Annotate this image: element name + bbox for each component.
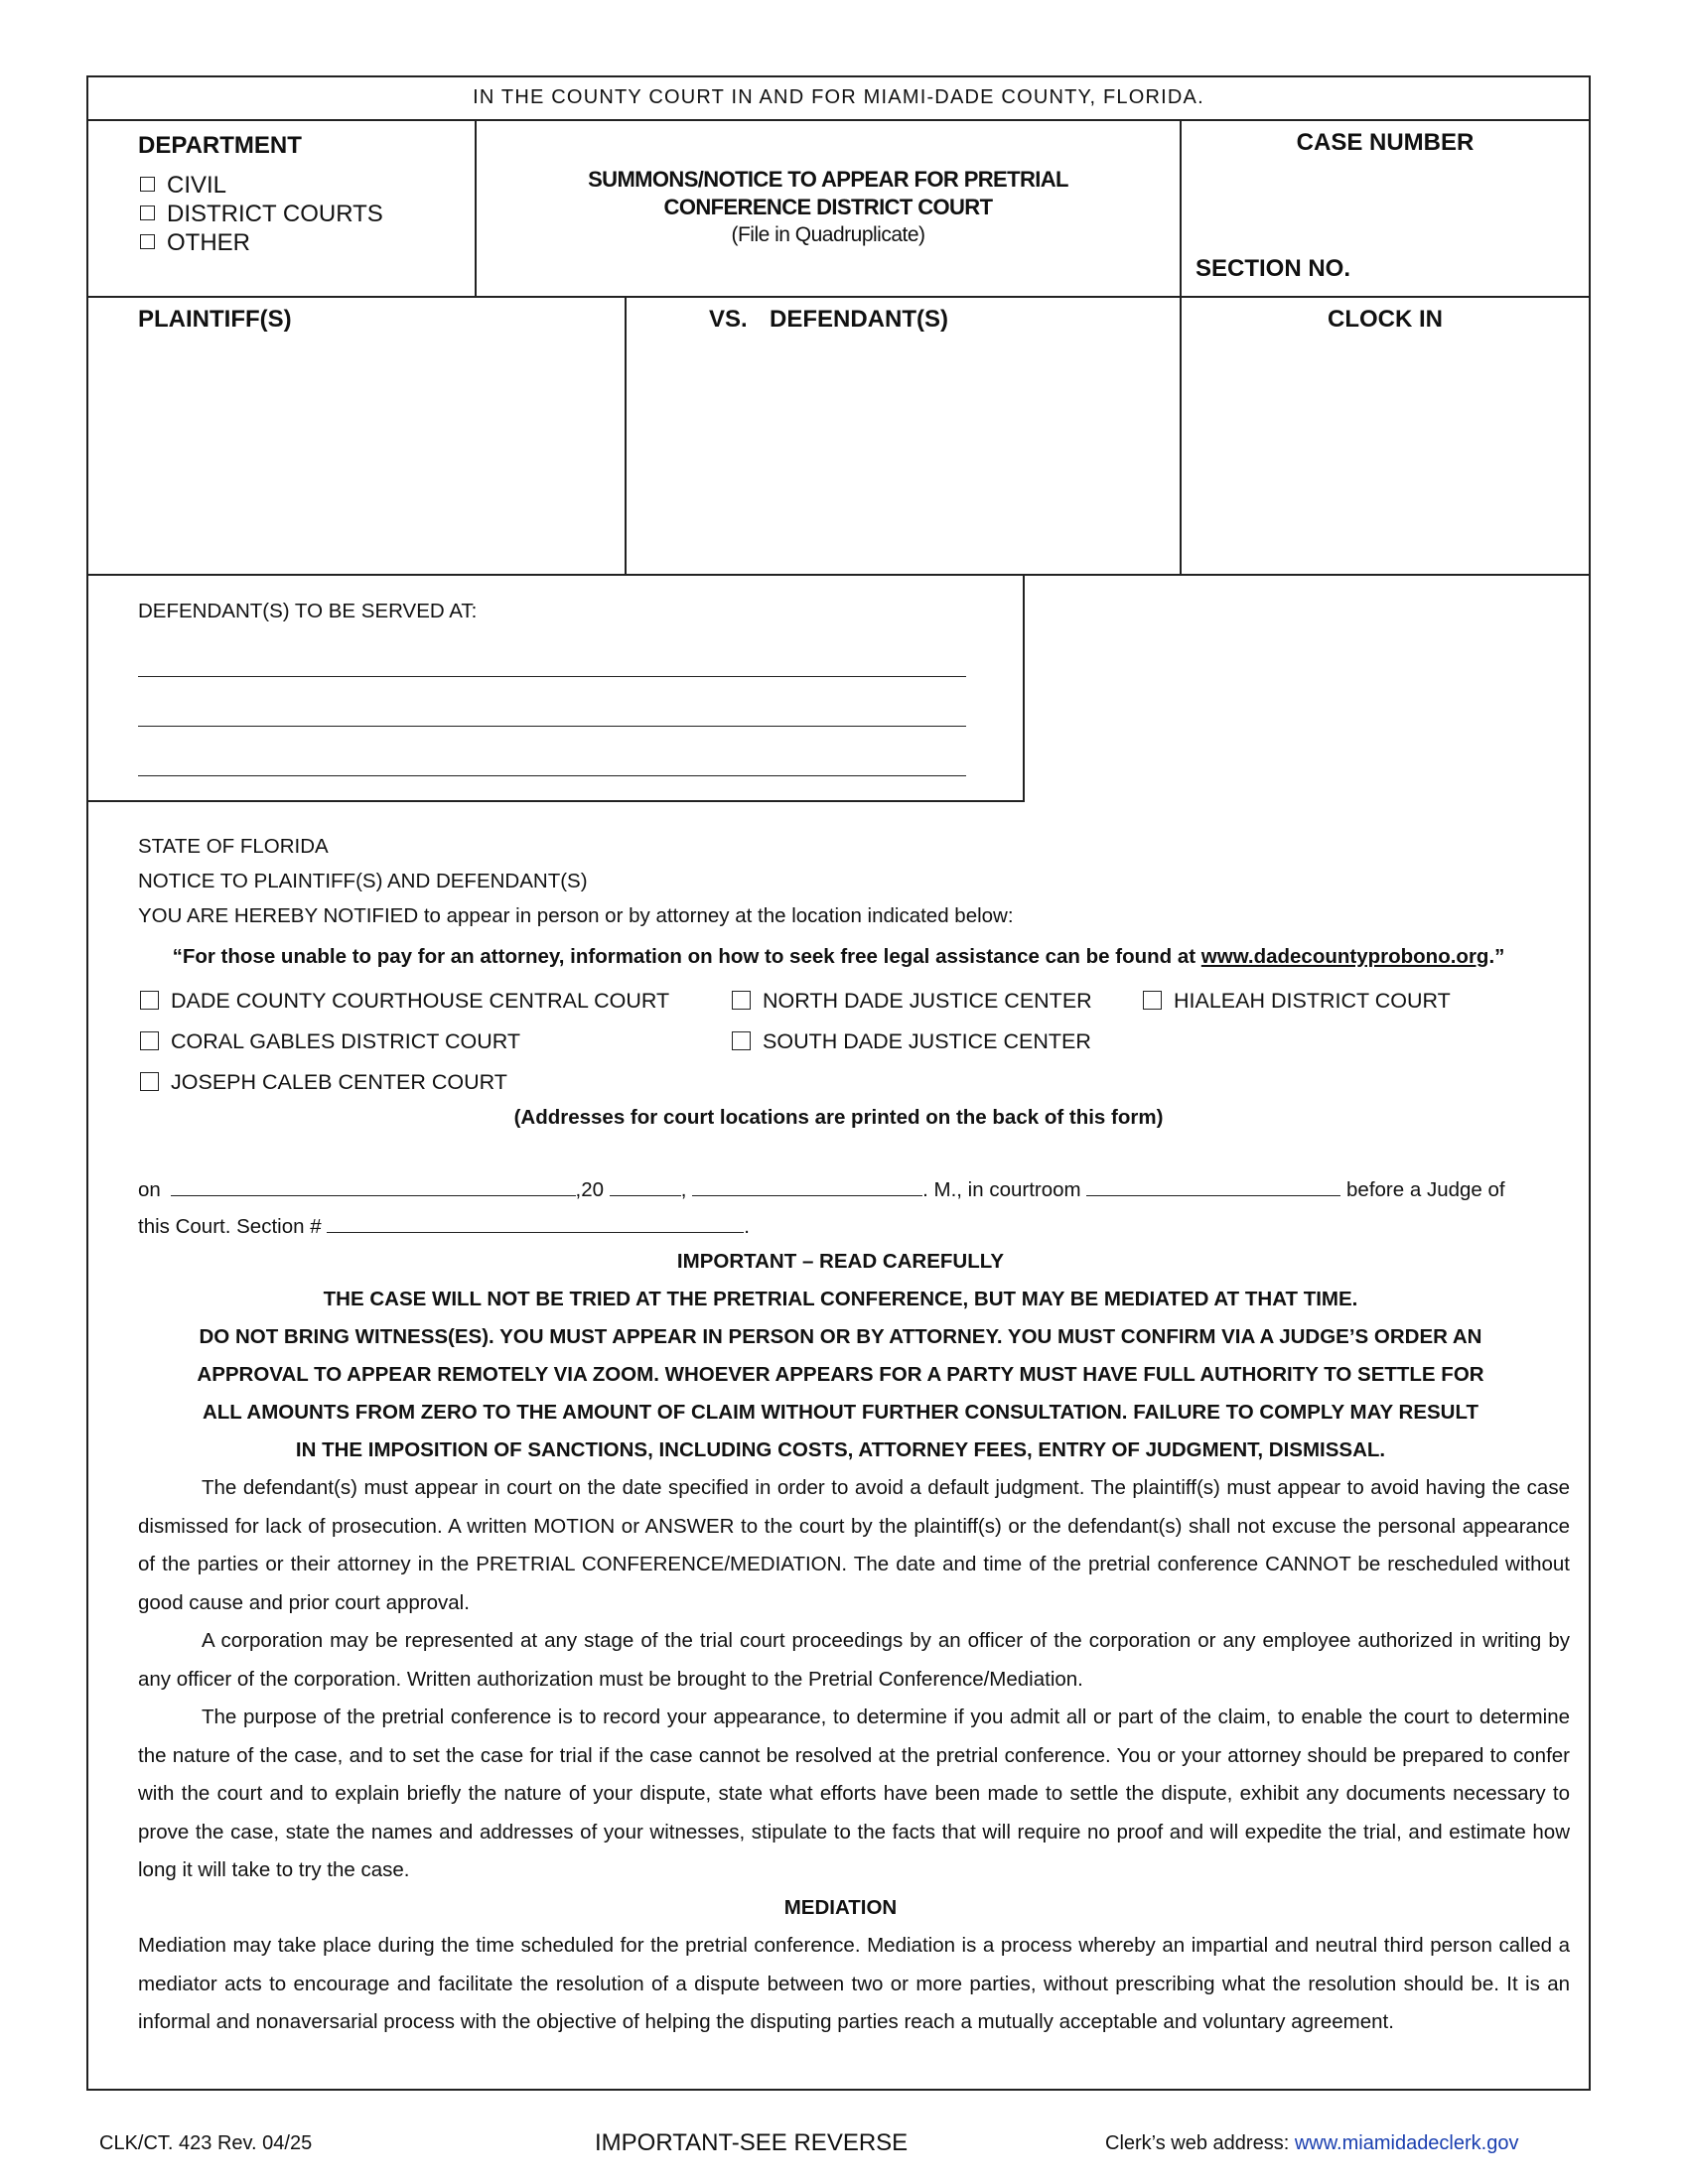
- checkbox[interactable]: [1143, 991, 1162, 1010]
- important-line-2: DO NOT BRING WITNESS(ES). YOU MUST APPEAR IN PERSON OR BY ATTORNEY. YOU MUST CONFIRM VIA A JUDGE’S ORDER AN: [199, 1325, 1482, 1348]
- checkbox[interactable]: [732, 991, 751, 1010]
- form-title-line3: (File in Quadruplicate): [731, 223, 925, 246]
- checkbox[interactable]: [140, 177, 155, 192]
- court-option-dade-central[interactable]: DADE COUNTY COURTHOUSE CENTRAL COURT: [140, 989, 669, 1014]
- checkbox[interactable]: [140, 234, 155, 249]
- paragraph-mediation: Mediation may take place during the time scheduled for the pretrial conference. Mediation is a process whereby an impartial and neutral third person called a mediator acts to encourage and facilitate the resolution of a dispute between two or more parties, without prescribing what the resolution should be. It is an informal and nonaversarial process with the objective of helping the disputing parties reach a mutually acceptable and voluntary agreement.: [138, 1934, 1570, 2033]
- year-blank[interactable]: [610, 1177, 681, 1196]
- court-title: IN THE COUNTY COURT IN AND FOR MIAMI-DADE COUNTY, FLORIDA.: [473, 86, 1204, 108]
- form-title-line1: SUMMONS/NOTICE TO APPEAR FOR PRETRIAL: [588, 167, 1068, 192]
- department-label: DEPARTMENT: [138, 132, 302, 159]
- divider: [88, 800, 1025, 802]
- important-line-3: APPROVAL TO APPEAR REMOTELY VIA ZOOM. WHOEVER APPEARS FOR A PARTY MUST HAVE FULL AUTHORITY TO SETTLE FOR: [197, 1363, 1484, 1386]
- important-heading: IMPORTANT – READ CAREFULLY: [676, 1250, 1005, 1273]
- notice-to-parties: NOTICE TO PLAINTIFF(S) AND DEFENDANT(S): [138, 870, 588, 892]
- clerk-web-address: Clerk’s web address: www.miamidadeclerk.gov: [1105, 2132, 1519, 2154]
- paragraph-corporation: A corporation may be represented at any stage of the trial court proceedings by an officer of the corporation or any employee authorized in writing by any officer of the corporation. Written authorization must be brought to the Pretrial Conference/Mediation.: [138, 1629, 1570, 1691]
- address-line-3[interactable]: [138, 775, 966, 776]
- checkbox[interactable]: [140, 205, 155, 220]
- important-line-4: ALL AMOUNTS FROM ZERO TO THE AMOUNT OF CLAIM WITHOUT FURTHER CONSULTATION. FAILURE TO COMPLY MAY RESULT: [202, 1401, 1478, 1424]
- clock-in-label: CLOCK IN: [1328, 306, 1443, 333]
- clerk-web-link[interactable]: www.miamidadeclerk.gov: [1294, 2132, 1519, 2154]
- department-option-civil[interactable]: CIVIL: [140, 171, 226, 200]
- court-option-north-dade[interactable]: NORTH DADE JUSTICE CENTER: [732, 989, 1092, 1014]
- divider: [1023, 574, 1025, 800]
- plaintiff-label: PLAINTIFF(S): [138, 306, 292, 333]
- paragraph-purpose: The purpose of the pretrial conference is to record your appearance, to determine if you admit all or part of the claim, to enable the court to determine the nature of the case, and to set the case for trial if the case cannot be resolved at the pretrial conference. You or your attorney should be prepared to confer with the court and to explain briefly the nature of your dispute, state what efforts have been made to settle the dispute, exhibit any documents necessary to prove the case, state the names and addresses of your witnesses, stipulate to the facts that will require no proof and will expedite the trial, and estimate how long it will take to try the case.: [138, 1706, 1570, 1881]
- section-number-blank[interactable]: [327, 1214, 744, 1233]
- served-at-label: DEFENDANT(S) TO BE SERVED AT:: [138, 600, 478, 622]
- see-reverse-note: IMPORTANT-SEE REVERSE: [595, 2129, 909, 2156]
- time-blank[interactable]: [692, 1177, 922, 1196]
- checkbox[interactable]: [140, 991, 159, 1010]
- checkbox[interactable]: [732, 1031, 751, 1050]
- divider: [88, 574, 1589, 576]
- court-option-coral-gables[interactable]: CORAL GABLES DISTRICT COURT: [140, 1029, 520, 1054]
- court-option-south-dade[interactable]: SOUTH DADE JUSTICE CENTER: [732, 1029, 1091, 1054]
- case-number-label: CASE NUMBER: [1296, 129, 1475, 156]
- summons-form: [86, 75, 1591, 2091]
- legal-aid-notice: “For those unable to pay for an attorney, information on how to seek free legal assistance can be found at www.dadecountyprobono.org.”: [172, 945, 1505, 968]
- department-option-district-courts[interactable]: DISTRICT COURTS: [140, 200, 383, 228]
- court-option-joseph-caleb[interactable]: JOSEPH CALEB CENTER COURT: [140, 1070, 507, 1095]
- state-of-florida: STATE OF FLORIDA: [138, 835, 329, 858]
- address-line-2[interactable]: [138, 726, 966, 727]
- divider: [625, 296, 627, 574]
- probono-link[interactable]: www.dadecountyprobono.org: [1200, 945, 1489, 968]
- addresses-note: (Addresses for court locations are printed on the back of this form): [513, 1106, 1164, 1129]
- important-line-5: IN THE IMPOSITION OF SANCTIONS, INCLUDING COSTS, ATTORNEY FEES, ENTRY OF JUDGMENT, DISMISSAL.: [295, 1438, 1386, 1461]
- divider: [88, 119, 1589, 121]
- notified-text: YOU ARE HEREBY NOTIFIED to appear in person or by attorney at the location indicated below:: [138, 904, 1014, 927]
- court-option-hialeah[interactable]: HIALEAH DISTRICT COURT: [1143, 989, 1451, 1014]
- divider: [1180, 119, 1182, 574]
- divider: [88, 296, 1589, 298]
- defendant-label: DEFENDANT(S): [770, 306, 948, 333]
- date-blank[interactable]: [171, 1177, 576, 1196]
- appearance-line-1: on ,20 , . M., in courtroom before a Judge of: [138, 1178, 1505, 1201]
- form-id: CLK/CT. 423 Rev. 04/25: [99, 2132, 313, 2154]
- checkbox[interactable]: [140, 1031, 159, 1050]
- form-title-line2: CONFERENCE DISTRICT COURT: [663, 195, 993, 219]
- department-option-other[interactable]: OTHER: [140, 228, 250, 257]
- section-no-label: SECTION NO.: [1196, 255, 1351, 282]
- checkbox[interactable]: [140, 1072, 159, 1091]
- vs-label: VS.: [709, 306, 748, 333]
- appearance-line-2: this Court. Section # .: [138, 1215, 750, 1238]
- important-line-1: THE CASE WILL NOT BE TRIED AT THE PRETRIAL CONFERENCE, BUT MAY BE MEDIATED AT THAT TIME.: [323, 1288, 1358, 1310]
- paragraph-default-judgment: The defendant(s) must appear in court on the date specified in order to avoid a default judgment. The plaintiff(s) must appear to avoid having the case dismissed for lack of prosecution. A written MOTION or ANSWER to the court by the plaintiff(s) or the defendant(s) shall not excuse the personal appearance of the parties or their attorney in the PRETRIAL CONFERENCE/MEDIATION. The date and time of the pretrial conference CANNOT be rescheduled without good cause and prior court approval.: [138, 1476, 1570, 1614]
- mediation-heading: MEDIATION: [783, 1896, 898, 1919]
- address-line-1[interactable]: [138, 676, 966, 677]
- courtroom-blank[interactable]: [1086, 1177, 1340, 1196]
